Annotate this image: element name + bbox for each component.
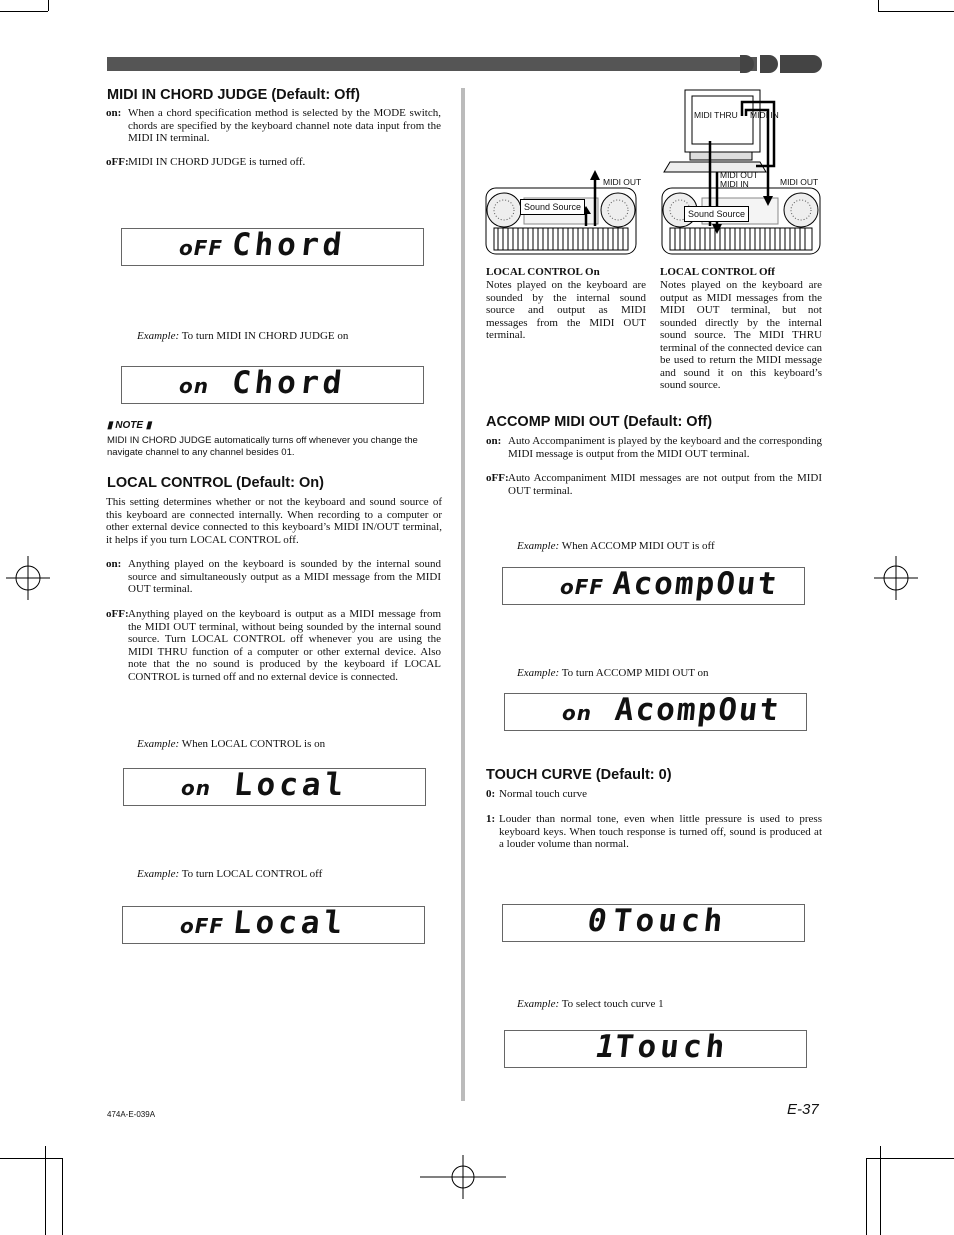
lcd-status: oFF <box>560 575 605 599</box>
crop-mark <box>878 0 879 11</box>
lcd-display <box>123 768 426 806</box>
lcd-display <box>502 567 805 605</box>
keyboard-left-illustration <box>486 188 636 254</box>
crop-mark <box>45 1146 46 1235</box>
off-description: Anything played on the keyboard is output as a MIDI message from the MIDI OUT terminal, without being sounded by the internal sound source. Turn LOCAL CONTROL off whenever you are using the MIDI THRU function of a computer or other external device. Also note that the no sound is produced by the keyboard if LOCAL CONTROL is turned off and no external device is connected. <box>128 608 441 683</box>
midi-in-label: MIDI IN <box>750 110 779 120</box>
crop-mark <box>0 11 48 12</box>
example-caption: Example: To select touch curve 1 <box>517 998 664 1010</box>
local-control-on-title: LOCAL CONTROL On <box>486 266 600 278</box>
lcd-text: Chord <box>230 365 348 401</box>
sound-source-label: Sound Source <box>520 199 585 215</box>
heading-local-control: LOCAL CONTROL (Default: On) <box>107 475 324 491</box>
lcd-display <box>122 906 425 944</box>
heading-accomp-midi-out: ACCOMP MIDI OUT (Default: Off) <box>486 414 713 430</box>
touch-0-description: Normal touch curve <box>499 788 587 800</box>
off-term: oFF: <box>486 472 509 484</box>
off-term: oFF: <box>106 608 129 620</box>
midi-out-label: MIDI OUT MIDI IN <box>720 170 759 189</box>
off-description: MIDI IN CHORD JUDGE is turned off. <box>128 156 306 168</box>
header-tab <box>780 55 822 73</box>
lcd-display <box>121 228 424 266</box>
crop-mark <box>878 11 954 12</box>
footer-code: 474A-E-039A <box>107 1110 156 1119</box>
lcd-status: on <box>179 374 209 398</box>
sound-source-label: Sound Source <box>684 206 749 222</box>
lcd-status: oFF <box>180 914 225 938</box>
touch-1-term: 1: <box>486 813 496 825</box>
midi-thru-label: MIDI THRU <box>694 110 738 120</box>
local-control-intro: This setting determines whether or not the keyboard and sound source of this keyboard are connected internally. When recording to a computer or other external device connected to this keyboard’s MIDI IN/OUT terminal, it helps if you turn LOCAL CONTROL off. <box>106 496 442 546</box>
header-tab <box>760 55 778 73</box>
column-divider <box>461 88 465 1101</box>
heading-touch-curve: TOUCH CURVE (Default: 0) <box>486 767 672 783</box>
lcd-status: on <box>562 701 592 725</box>
on-description: When a chord specification method is selected by the MODE switch, chords are specified by the keyboard channel note data input from the MIDI IN terminal. <box>128 107 441 144</box>
lcd-text: Touch <box>611 903 729 939</box>
on-term: on: <box>106 107 122 119</box>
local-control-off-text: Notes played on the keyboard are output as MIDI messages from the MIDI OUT terminal, but not sounded directly by the internal sound source. The MIDI THRU terminal of the connected device can be used to return the MIDI message and sound it on this keyboard’s sound source. <box>660 279 822 391</box>
local-control-on-text: Notes played on the keyboard are sounded by the internal sound source and output as MIDI messages from the MIDI OUT terminal. <box>486 279 646 341</box>
header-bar <box>107 57 757 71</box>
registration-mark-left <box>6 556 50 600</box>
lcd-display <box>121 366 424 404</box>
example-caption: Example: To turn LOCAL CONTROL off <box>137 868 323 880</box>
registration-mark-bottom <box>420 1155 506 1199</box>
on-term: on: <box>486 435 502 447</box>
lcd-text: Local <box>232 767 350 803</box>
example-caption: Example: To turn MIDI IN CHORD JUDGE on <box>137 330 349 342</box>
lcd-status: 1 <box>596 1029 615 1065</box>
crop-mark <box>62 1158 63 1235</box>
lcd-display <box>502 904 805 942</box>
on-term: on: <box>106 558 122 570</box>
example-caption: Example: When LOCAL CONTROL is on <box>137 738 326 750</box>
lcd-status: 0 <box>588 903 607 939</box>
on-description: Auto Accompaniment is played by the keyboard and the corresponding MIDI message is output from the MIDI OUT terminal. <box>508 435 822 460</box>
crop-mark <box>48 0 49 11</box>
example-caption: Example: When ACCOMP MIDI OUT is off <box>517 540 715 552</box>
off-term: oFF: <box>106 156 129 168</box>
lcd-status: on <box>181 776 211 800</box>
heading-midi-in-chord-judge: MIDI IN CHORD JUDGE (Default: Off) <box>107 87 360 103</box>
touch-0-term: 0: <box>486 788 496 800</box>
touch-1-description: Louder than normal tone, even when little pressure is used to press keyboard keys. When touch response is turned off, sound is produced at a louder volume than normal. <box>499 813 822 850</box>
registration-mark-right <box>874 556 918 600</box>
lcd-status: oFF <box>179 236 224 260</box>
lcd-text: Chord <box>230 227 348 263</box>
note-text: MIDI IN CHORD JUDGE automatically turns off whenever you change the navigate channel to any channel besides 01. <box>107 435 418 458</box>
lcd-text: AcompOut <box>613 692 783 728</box>
off-description: Auto Accompaniment MIDI messages are not output from the MIDI OUT terminal. <box>508 472 822 497</box>
lcd-text: Touch <box>613 1029 731 1065</box>
page-number: E-37 <box>787 1101 819 1118</box>
lcd-display <box>504 1030 807 1068</box>
lcd-text: Local <box>231 905 349 941</box>
crop-mark <box>0 1158 62 1159</box>
example-caption: Example: To turn ACCOMP MIDI OUT on <box>517 667 709 679</box>
midi-out-label: MIDI OUT <box>603 177 642 187</box>
crop-mark <box>866 1158 867 1235</box>
crop-mark <box>880 1146 881 1235</box>
lcd-text: AcompOut <box>611 566 781 602</box>
local-control-off-title: LOCAL CONTROL Off <box>660 266 775 278</box>
midi-out-label: MIDI OUT <box>780 177 819 187</box>
lcd-display <box>504 693 807 731</box>
on-description: Anything played on the keyboard is sounded by the internal sound source and simultaneously output as a MIDI message from the MIDI OUT terminal. <box>128 558 441 595</box>
note-label: ▮ NOTE ▮ <box>107 420 152 431</box>
